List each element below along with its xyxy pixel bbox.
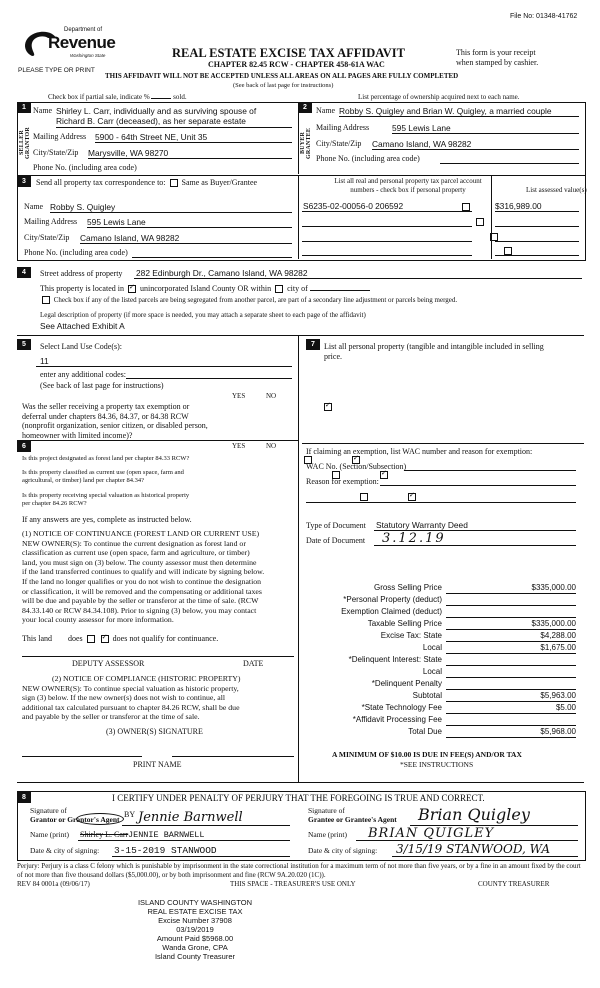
compliance-line-5: and payable by the seller or transferor at the time of sale. — [22, 712, 200, 722]
s6-no-header: NO — [266, 442, 277, 450]
revenue-wordmark: Revenue — [48, 33, 116, 52]
partial-sale-pct-field[interactable] — [151, 98, 171, 99]
segregated-checkbox[interactable] — [42, 296, 50, 304]
county-treasurer-label: COUNTY TREASURER — [478, 880, 550, 888]
tax-label-excise-state: Excise Tax: State — [380, 631, 442, 640]
compliance-line-3: sign (3) below. If the new owner(s) does not wish to continue, all — [22, 693, 226, 703]
continuance-line-3: classification as current use (open space, farm and agriculture, or timber) — [22, 548, 250, 558]
grantor-agent-label: Grantor or Grantor's Agent — [30, 815, 120, 824]
continuance-line-8: will be due and payable by the seller or transferor at the time of sale. (RCW — [22, 596, 259, 606]
continuance-line-4: land, you must sign on (3) below. The county assessor must then determine — [22, 557, 257, 567]
tax-label-tech-fee: *State Technology Fee — [361, 703, 442, 712]
tax-value-interest-local[interactable] — [446, 666, 576, 678]
seller-name-rule — [56, 127, 292, 128]
continuance-line-5: if the land transferred continues to qualify and will indicate by signing below. — [22, 567, 265, 577]
buyer-name-rule — [339, 116, 579, 117]
legal-label: Legal description of property (if more space is needed, you may attach a separate sheet to each page of the affidavit) — [40, 311, 366, 319]
buyer-phone-rule — [440, 163, 579, 164]
s6-top-rule — [17, 440, 298, 441]
parcel-rule-1 — [302, 211, 472, 212]
land-use-label: Select Land Use Code(s): — [40, 342, 122, 351]
sold-text: sold. — [173, 93, 187, 101]
assessed-rule-2 — [495, 226, 579, 227]
continuance-line-7: or classification, it will be removed and the compensating or additional taxes — [22, 586, 262, 596]
minimum-fee-note: A MINIMUM OF $10.00 IS DUE IN FEE(S) AND/OR TAX — [332, 750, 522, 759]
buyer-mailing[interactable]: 595 Lewis Lane — [392, 123, 451, 133]
located-text-b: unincorporated Island County OR within — [139, 284, 272, 293]
corr-name-rule — [50, 212, 292, 213]
tax-label-taxable: Taxable Selling Price — [367, 619, 442, 628]
tax-label-subtotal: Subtotal — [412, 691, 442, 700]
grantee-print-name[interactable]: BRIAN QUIGLEY — [368, 826, 495, 841]
current-use-no-checkbox[interactable] — [380, 471, 388, 479]
buyer-side-label: BUYER GRANTEE — [300, 127, 312, 159]
grantee-name-rule — [356, 840, 578, 841]
corr-phone-rule — [132, 257, 292, 258]
unincorporated-checkbox[interactable] — [128, 285, 136, 293]
city-of-field[interactable] — [310, 290, 370, 291]
assessed-rule-3 — [495, 241, 579, 242]
compliance-line-2: NEW OWNER(S): To continue special valuation as historic property, — [22, 683, 239, 693]
stamp-line-1: ISLAND COUNTY WASHINGTON — [137, 898, 253, 907]
tax-label-total: Total Due — [408, 727, 442, 736]
partial-sale-label — [48, 93, 187, 101]
personal-property-checkbox-3[interactable] — [490, 233, 498, 241]
personal-property-checkbox-4[interactable] — [504, 247, 512, 255]
form-title: REAL ESTATE EXCISE TAX AFFIDAVIT — [172, 46, 405, 60]
grantee-date-label: Date & city of signing: — [308, 846, 378, 855]
grantor-date-label: Date & city of signing: — [30, 846, 100, 855]
historic-q-line-2: per chapter 84.26 RCW? — [22, 500, 87, 507]
grantor-sig-rule — [122, 825, 290, 826]
land-use-code[interactable]: 11 — [40, 356, 49, 366]
property-street[interactable]: 282 Edinburgh Dr., Camano Island, WA 98282 — [136, 268, 308, 278]
send-correspondence — [36, 178, 257, 187]
historic-question — [22, 492, 189, 508]
stamp-line-6: Wanda Grone, CPA — [162, 943, 228, 952]
seller-name-1[interactable]: Shirley L. Carr, individually and as surviving spouse of — [56, 106, 257, 116]
seller-mailing-rule — [95, 142, 292, 143]
land-use-rule — [36, 366, 292, 367]
s6-yes-header: YES — [232, 442, 246, 450]
mid-top-rule — [17, 335, 584, 336]
tax-values — [446, 582, 576, 738]
buyer-phone-label: Phone No. (including area code) — [316, 154, 420, 163]
tax-label-processing-fee: *Affidavit Processing Fee — [352, 715, 442, 724]
historic-no-checkbox[interactable] — [408, 493, 416, 501]
located-in — [40, 284, 370, 293]
corr-city-label: City/State/Zip — [24, 233, 70, 242]
street-rule — [134, 278, 582, 279]
section-2-number: 2 — [298, 102, 312, 113]
grantee-agent-label: Grantee or Grantee's Agent — [308, 815, 397, 824]
doc-type-value[interactable]: Statutory Warranty Deed — [376, 520, 468, 530]
section-7-number: 7 — [306, 339, 320, 350]
personal-property-list-2: price. — [324, 352, 342, 361]
corr-name[interactable]: Robby S. Quigley — [50, 202, 116, 212]
tax-value-interest-state[interactable] — [446, 654, 576, 666]
exemption-no-checkbox[interactable] — [324, 403, 332, 411]
parcel-header-1: List all real and personal property tax parcel account — [334, 177, 482, 185]
form-revision: REV 84 0001a (09/06/17) — [17, 880, 90, 888]
compliance-line-1: (2) NOTICE OF COMPLIANCE (HISTORIC PROPERTY) — [52, 674, 241, 683]
city-checkbox[interactable] — [275, 285, 283, 293]
tax-label-gross: Gross Selling Price — [373, 583, 442, 592]
doc-date-label: Date of Document — [306, 536, 366, 545]
assessed-divider — [491, 175, 492, 259]
stamp-line-5: Amount Paid $5968.00 — [156, 934, 234, 943]
legal-description[interactable]: See Attached Exhibit A — [40, 321, 125, 331]
personal-property-checkbox-2[interactable] — [476, 218, 484, 226]
continuance-line-6: If the land no longer qualifies or you do not wish to continue the designation — [22, 576, 262, 586]
tax-label-personal: *Personal Property (deduct) — [343, 595, 442, 604]
tax-value-total[interactable]: $5,968.00 — [446, 726, 576, 738]
tax-value-taxable[interactable]: $335,000.00 — [446, 618, 576, 630]
seller-mailing-label: Mailing Address — [33, 132, 87, 141]
mid-divider — [298, 335, 299, 782]
reason-rule-2 — [306, 502, 576, 503]
additional-codes-rule — [126, 378, 292, 379]
grantor-struck-name: Shirley L. Carr — [80, 830, 129, 839]
doc-date-rule — [374, 545, 576, 546]
tax-value-penalty[interactable] — [446, 678, 576, 690]
parcel-header-2: numbers - check box if personal property — [350, 186, 466, 194]
tax-label-penalty: *Delinquent Penalty — [371, 679, 442, 688]
s7-exemption-rule — [302, 443, 584, 444]
seller-name-label: Name — [33, 106, 53, 115]
exemption-q-line-2: deferral under chapters 84.36, 84.37, or 84.38 RCW — [22, 411, 189, 421]
tax-value-personal[interactable] — [446, 594, 576, 606]
parcel-rule-3 — [302, 241, 472, 242]
personal-property-list-1: List all personal property (tangible and intangible included in selling — [324, 342, 544, 351]
continuance-line-2: NEW OWNER(S): To continue the current designation as forest land or — [22, 538, 246, 548]
perjury-notice: Perjury: Perjury is a class C felony which is punishable by imprisonment in the state correctional institution for a maximum term of not more than five years, or by a fine in an amount fixed by the court of not more than five thousand dollars ($5,000.00), or by both imprisonment and fine (RCW 9A.20.020 (1C)). — [17, 862, 581, 879]
does-qualify-checkbox[interactable] — [87, 635, 95, 643]
grantee-signature[interactable]: Brian Quigley — [418, 805, 530, 824]
buyer-name-label: Name — [316, 106, 336, 115]
file-number: File No: 01348-41762 — [510, 13, 578, 20]
seller-city-label: City/State/Zip — [33, 148, 79, 157]
grantor-name-label: Name (print) — [30, 830, 69, 839]
dept-label: Department of — [64, 27, 103, 33]
stamp-line-4: 03/19/2019 — [176, 925, 214, 934]
seller-phone-label: Phone No. (including area code) — [33, 163, 137, 172]
current-use-q-line-1: Is this property classified as current use (open space, farm and — [22, 469, 184, 476]
reason-rule — [380, 485, 576, 486]
continuance-line-10: your local county assessor for more information. — [22, 615, 174, 625]
if-yes-note: If any answers are yes, complete as instructed below. — [22, 515, 192, 524]
receipt-note-1: This form is your receipt — [456, 48, 536, 57]
continuance-line-9: 84.33.140 or RCW 84.34.108). Prior to signing (3) below, you may contact — [22, 605, 257, 615]
deputy-date-label: DATE — [243, 659, 264, 668]
owner-signature-label: (3) OWNER(S) SIGNATURE — [106, 727, 203, 736]
grantor-agent-circle — [76, 813, 124, 825]
additional-codes-label: enter any additional codes: — [40, 370, 126, 379]
buyer-city[interactable]: Camano Island, WA 98282 — [372, 139, 472, 149]
seller-name-2[interactable]: Richard B. Carr (deceased), as her separate estate — [56, 116, 246, 126]
continuance-notice — [22, 529, 296, 625]
treasurer-stamp — [120, 898, 270, 961]
stamp-line-2: REAL ESTATE EXCISE TAX — [147, 907, 243, 916]
section-8-number: 8 — [17, 792, 31, 803]
buyer-mailing-rule — [392, 133, 579, 134]
receipt-note-2: when stamped by cashier. — [456, 58, 539, 67]
segregated-line — [40, 296, 457, 304]
assessed-value-1[interactable]: $316,989.00 — [495, 201, 542, 211]
seller-mailing[interactable]: 5900 - 64th Street NE, Unit 35 — [95, 132, 208, 142]
stamp-line-3: Excise Number 37908 — [158, 916, 232, 925]
grantor-date-city[interactable]: 3-15-2019 STANWOOD — [114, 845, 217, 856]
tax-value-exemption[interactable] — [446, 606, 576, 618]
parcel-rule-4 — [302, 255, 472, 256]
segregated-text: Check box if any of the listed parcels are being segregated from another parcel, are part of a secondary line adjustment or parcels being merged. — [53, 296, 458, 304]
tax-label-excise-local: Local — [422, 643, 442, 652]
corr-city[interactable]: Camano Island, WA 98282 — [80, 233, 180, 243]
exemption-q-line-1: Was the seller receiving a property tax exemption or — [22, 402, 190, 411]
tax-label-interest-local: Local — [422, 667, 442, 676]
section-3-number: 3 — [17, 176, 31, 187]
exemption-q-line-4: homeowner with limited income)? — [22, 430, 133, 440]
tax-labels — [302, 582, 442, 738]
continuance-line-1: (1) NOTICE OF CONTINUANCE (FOREST LAND OR CURRENT USE) — [22, 529, 260, 538]
located-text-a: This property is located in — [40, 284, 124, 293]
dor-logo — [18, 26, 116, 70]
stamp-line-7: Island County Treasurer — [154, 952, 236, 961]
does-not-text: does not qualify for continuance. — [112, 634, 219, 643]
parcel-number-1[interactable]: S6235-02-00056-0 206592 — [303, 201, 404, 211]
assessed-rule-1 — [495, 211, 579, 212]
state-label: Washington State — [70, 53, 106, 58]
current-use-question — [22, 469, 184, 485]
by-label: BY — [124, 810, 136, 819]
reason-label: Reason for exemption: — [306, 477, 379, 486]
grantor-print-name[interactable]: JENNIE BARNWELL — [128, 830, 205, 840]
wac-rule — [404, 470, 576, 471]
grantor-sig-of: Signature of — [30, 806, 67, 815]
corr-mailing[interactable]: 595 Lewis Lane — [87, 217, 146, 227]
section-6-number: 6 — [17, 441, 31, 452]
grantee-date-rule — [392, 856, 578, 857]
this-land-text: This land — [22, 634, 52, 643]
exemption-q-line-3: (nonprofit organization, senior citizen, or disabled person, — [22, 421, 208, 430]
owner-sig-rule-2 — [172, 756, 294, 757]
tax-value-tech-fee[interactable]: $5.00 — [446, 702, 576, 714]
street-label: Street address of property — [40, 269, 123, 278]
grantee-name-label: Name (print) — [308, 830, 347, 839]
tax-value-excise-state[interactable]: $4,288.00 — [446, 630, 576, 642]
seller-city-rule — [88, 158, 292, 159]
see-instructions: *SEE INSTRUCTIONS — [400, 760, 474, 769]
deputy-rule — [22, 656, 294, 657]
compliance-notice — [22, 674, 296, 722]
buyer-mailing-label: Mailing Address — [316, 123, 370, 132]
see-back-note: (See back of last page for instructions) — [233, 82, 334, 89]
buyer-city-rule — [372, 149, 579, 150]
send-label: Send all property tax correspondence to: — [36, 178, 166, 187]
tax-calculation — [302, 582, 584, 738]
owner-sig-rule-1 — [22, 756, 142, 757]
located-text-c: city of — [287, 284, 308, 293]
does-not-qualify-checkbox[interactable] — [101, 635, 109, 643]
form-chapter: CHAPTER 82.45 RCW - CHAPTER 458-61A WAC — [208, 60, 385, 69]
treasurer-space: THIS SPACE - TREASURER'S USE ONLY — [230, 880, 356, 888]
deputy-assessor-label: DEPUTY ASSESSOR — [72, 659, 145, 668]
buyer-city-label: City/State/Zip — [316, 139, 362, 148]
section-5-number: 5 — [17, 339, 31, 350]
buyer-name[interactable]: Robby S. Quigley and Brian W. Quigley, a married couple — [339, 106, 552, 116]
same-as-buyer-label: Same as Buyer/Grantee — [181, 178, 258, 187]
tax-value-subtotal[interactable]: $5,963.00 — [446, 690, 576, 702]
section-4-number: 4 — [17, 267, 31, 278]
s5-see-back: (See back of last page for instructions) — [40, 381, 164, 390]
doc-type-label: Type of Document — [306, 521, 366, 530]
partial-sale-text: Check box if partial sale, indicate % — [48, 93, 150, 101]
grantor-signature[interactable]: Jennie Barnwell — [138, 810, 243, 825]
corr-phone-label: Phone No. (including area code) — [24, 248, 128, 257]
tax-value-gross[interactable]: $335,000.00 — [446, 582, 576, 594]
warning-banner: THIS AFFIDAVIT WILL NOT BE ACCEPTED UNLESS ALL AREAS ON ALL PAGES ARE FULLY COMPLETED — [105, 72, 459, 80]
forest-question: Is this project designated as forest land per chapter 84.33 RCW? — [22, 455, 190, 462]
grantor-date-rule — [112, 856, 290, 857]
grantor-name-rule — [78, 840, 290, 841]
personal-property-checkbox-1[interactable] — [462, 203, 470, 211]
mid-bottom-rule — [17, 782, 584, 783]
exemption-question — [22, 402, 208, 440]
ownership-note: List percentage of ownership acquired next to each name. — [358, 93, 520, 101]
section-1-number: 1 — [17, 102, 31, 113]
does-text: does — [68, 634, 83, 643]
print-name-label: PRINT NAME — [133, 760, 182, 769]
same-as-buyer-checkbox[interactable] — [170, 179, 178, 187]
historic-yes-checkbox[interactable] — [360, 493, 368, 501]
qualify-line — [22, 634, 218, 643]
s5-no-header: NO — [266, 392, 277, 400]
doc-date-value[interactable]: 3.12.19 — [382, 531, 446, 546]
certify-statement: I CERTIFY UNDER PENALTY OF PERJURY THAT THE FOREGOING IS TRUE AND CORRECT. — [112, 793, 485, 803]
tax-value-processing-fee[interactable] — [446, 714, 576, 726]
grantee-date-city[interactable]: 3/15/19 STANWOOD, WA — [396, 842, 551, 856]
tax-label-interest-state: *Delinquent Interest: State — [348, 655, 442, 664]
compliance-line-4: additional tax calculated pursuant to chapter 84.26 RCW, shall be due — [22, 702, 240, 712]
tax-label-exemption: Exemption Claimed (deduct) — [341, 607, 442, 616]
corr-name-label: Name — [24, 202, 44, 211]
assessed-header: List assessed value(s) — [526, 186, 587, 194]
exemption-claim-label: If claiming an exemption, list WAC number and reason for exemption: — [306, 447, 533, 456]
please-type: PLEASE TYPE OR PRINT — [18, 67, 95, 74]
parcel-rule-2 — [302, 226, 472, 227]
s5-yes-header: YES — [232, 392, 246, 400]
wac-label: WAC No. (Section/Subsection) — [306, 462, 407, 471]
current-use-q-line-2: agricultural, or timber) land per chapter 84.34? — [22, 477, 145, 484]
grantee-sig-of: Signature of — [308, 806, 345, 815]
seller-city[interactable]: Marysville, WA 98270 — [88, 148, 169, 158]
historic-q-line-1: Is this property receiving special valuation as historical property — [22, 492, 190, 499]
seller-side-label: SELLER GRANTOR — [19, 127, 31, 159]
corr-city-rule — [80, 243, 292, 244]
corr-mailing-rule — [87, 227, 292, 228]
tax-value-excise-local[interactable]: $1,675.00 — [446, 642, 576, 654]
corr-mailing-label: Mailing Address — [24, 217, 78, 226]
